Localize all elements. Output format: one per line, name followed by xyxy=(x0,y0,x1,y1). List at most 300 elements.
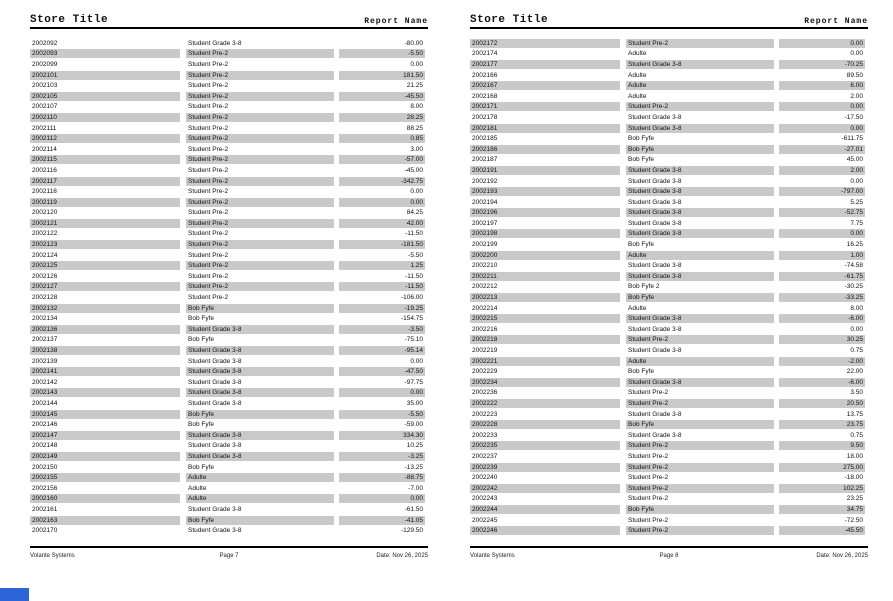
table-row xyxy=(30,133,428,144)
store-id-cell: 2002181 xyxy=(470,124,620,133)
category-cell: Student Pre-2 xyxy=(626,463,774,472)
amount-cell: -13.25 xyxy=(404,463,423,471)
store-id-cell: 2002141 xyxy=(30,367,180,376)
store-id-cell: 2002213 xyxy=(470,293,620,302)
table-row xyxy=(30,260,428,271)
store-id-cell: 2002199 xyxy=(472,241,498,249)
category-cell: Bob Fyfe 2 xyxy=(628,283,660,291)
amount-cell: -5.50 xyxy=(408,251,423,259)
store-id-cell: 2002121 xyxy=(30,219,180,228)
store-id-cell: 2002138 xyxy=(30,346,180,355)
table-row xyxy=(30,250,428,261)
category-cell: Student Pre-2 xyxy=(186,198,334,207)
store-id-cell: 2002126 xyxy=(32,272,58,280)
table-row xyxy=(470,515,868,526)
table-row xyxy=(470,144,868,155)
amount-cell: 0.75 xyxy=(850,431,863,439)
store-id-cell: 2002127 xyxy=(30,282,180,291)
store-id-cell: 2002116 xyxy=(32,166,57,174)
table-row xyxy=(30,155,428,166)
store-id-cell: 2002114 xyxy=(32,145,57,153)
report-table xyxy=(30,38,428,536)
category-cell: Student Grade 3-8 xyxy=(188,357,242,365)
table-row xyxy=(30,335,428,346)
amount-cell: 0.00 xyxy=(339,198,425,207)
category-cell: Bob Fyfe xyxy=(628,241,655,249)
amount-cell: 0.85 xyxy=(339,134,425,143)
store-id-cell: 2002185 xyxy=(472,135,498,143)
store-id-cell: 2002239 xyxy=(470,463,620,472)
store-id-cell: 2002150 xyxy=(32,463,58,471)
table-row xyxy=(30,229,428,240)
store-id-cell: 2002174 xyxy=(472,50,498,58)
amount-cell: 22.00 xyxy=(846,368,863,376)
amount-cell: 181.50 xyxy=(339,71,425,80)
table-row xyxy=(30,70,428,81)
amount-cell: 0.00 xyxy=(410,188,423,196)
category-cell: Student Pre-2 xyxy=(188,188,229,196)
table-row xyxy=(470,409,868,420)
table-row xyxy=(470,260,868,271)
store-id-cell: 2002237 xyxy=(472,452,498,460)
amount-cell: 0.00 xyxy=(410,357,423,365)
category-cell: Student Pre-2 xyxy=(186,177,334,186)
amount-cell: -11.50 xyxy=(405,230,423,238)
amount-cell: -72.50 xyxy=(844,516,863,524)
table-row xyxy=(470,239,868,250)
table-row xyxy=(470,282,868,293)
amount-cell: 7.75 xyxy=(850,219,863,227)
category-cell: Student Grade 3-8 xyxy=(188,399,242,407)
table-row xyxy=(30,313,428,324)
table-row xyxy=(30,504,428,515)
store-title: Store Title xyxy=(470,14,549,26)
table-row xyxy=(470,250,868,261)
table-row xyxy=(470,155,868,166)
amount-cell: 0.00 xyxy=(410,60,423,68)
category-cell: Student Grade 3-8 xyxy=(626,187,774,196)
table-row xyxy=(470,49,868,60)
amount-cell: -61.50 xyxy=(404,505,423,513)
store-id-cell: 2002092 xyxy=(32,39,58,47)
store-id-cell: 2002223 xyxy=(472,410,498,418)
table-row xyxy=(30,91,428,102)
store-id-cell: 2002196 xyxy=(470,208,620,217)
category-cell: Student Grade 3-8 xyxy=(188,442,242,450)
amount-cell: 9.50 xyxy=(779,441,865,450)
category-cell: Student Pre-2 xyxy=(186,71,334,80)
table-row xyxy=(470,345,868,356)
category-cell: Student Grade 3-8 xyxy=(186,452,334,461)
store-id-cell: 2002119 xyxy=(30,198,180,207)
category-cell: Adulte xyxy=(628,304,647,312)
store-id-cell: 2002245 xyxy=(472,516,498,524)
category-cell: Student Grade 3-8 xyxy=(626,314,774,323)
table-row xyxy=(30,441,428,452)
store-id-cell: 2002147 xyxy=(30,431,180,440)
table-row xyxy=(470,483,868,494)
category-cell: Adulte xyxy=(628,92,647,100)
amount-cell: -2.00 xyxy=(779,357,865,366)
amount-cell: 5.25 xyxy=(850,198,863,206)
table-row xyxy=(30,515,428,526)
table-row xyxy=(30,388,428,399)
report-table xyxy=(470,38,868,536)
table-row xyxy=(470,398,868,409)
store-id-cell: 2002118 xyxy=(32,188,57,196)
amount-cell: -45.00 xyxy=(404,166,423,174)
table-row xyxy=(470,186,868,197)
category-cell: Student Pre-2 xyxy=(188,251,229,259)
store-id-cell: 2002178 xyxy=(472,113,498,121)
category-cell: Student Pre-2 xyxy=(186,134,334,143)
table-row xyxy=(470,80,868,91)
amount-cell: 0.00 xyxy=(779,229,865,238)
store-id-cell: 2002200 xyxy=(470,251,620,260)
amount-cell: 0.00 xyxy=(339,494,425,503)
category-cell: Student Grade 3-8 xyxy=(626,60,774,69)
table-row xyxy=(470,91,868,102)
amount-cell: 23.75 xyxy=(779,420,865,429)
amount-cell: 0.00 xyxy=(850,325,863,333)
table-row xyxy=(30,38,428,49)
store-id-cell: 2002144 xyxy=(32,399,58,407)
category-cell: Adulte xyxy=(626,357,774,366)
category-cell: Bob Fyfe xyxy=(186,410,334,419)
store-id-cell: 2002192 xyxy=(472,177,498,185)
footer-date: Date: Nov 26, 2025 xyxy=(816,552,869,559)
table-row xyxy=(30,165,428,176)
table-row xyxy=(30,102,428,113)
amount-cell: 0.00 xyxy=(850,50,863,58)
category-cell: Student Pre-2 xyxy=(626,102,774,111)
store-id-cell: 2002210 xyxy=(472,262,498,270)
category-cell: Student Grade 3-8 xyxy=(188,378,242,386)
store-id-cell: 2002168 xyxy=(472,92,498,100)
category-cell: Adulte xyxy=(188,484,207,492)
category-cell: Student Grade 3-8 xyxy=(186,388,334,397)
amount-cell: 8.00 xyxy=(410,103,423,111)
amount-cell: -11.50 xyxy=(405,272,423,280)
amount-cell: 21.25 xyxy=(406,82,423,90)
amount-cell: -3.50 xyxy=(339,325,425,334)
amount-cell: -59.00 xyxy=(404,421,423,429)
amount-cell: -95.14 xyxy=(339,346,425,355)
store-id-cell: 2002125 xyxy=(30,261,180,270)
category-cell: Student Pre-2 xyxy=(186,49,334,58)
category-cell: Student Grade 3-8 xyxy=(628,262,682,270)
page-footer xyxy=(30,546,428,559)
table-row xyxy=(470,377,868,388)
category-cell: Student Grade 3-8 xyxy=(626,229,774,238)
amount-cell: 0.00 xyxy=(339,388,425,397)
store-id-cell: 2002101 xyxy=(30,71,180,80)
table-row xyxy=(30,472,428,483)
category-cell: Student Pre-2 xyxy=(626,484,774,493)
amount-cell: -19.25 xyxy=(339,304,425,313)
category-cell: Bob Fyfe xyxy=(186,516,334,525)
category-cell: Student Grade 3-8 xyxy=(188,505,242,513)
category-cell: Student Pre-2 xyxy=(188,294,229,302)
store-id-cell: 2002105 xyxy=(30,92,180,101)
category-cell: Student Pre-2 xyxy=(628,452,669,460)
category-cell: Student Grade 3-8 xyxy=(628,198,682,206)
amount-cell: -33.25 xyxy=(779,293,865,302)
amount-cell: -80.00 xyxy=(404,39,423,47)
page-header xyxy=(470,14,868,29)
amount-cell: -6.00 xyxy=(779,314,865,323)
amount-cell: 1.25 xyxy=(339,261,425,270)
category-cell: Student Pre-2 xyxy=(188,103,229,111)
store-id-cell: 2002211 xyxy=(470,272,620,281)
table-row xyxy=(470,123,868,134)
amount-cell: -27.01 xyxy=(779,145,865,154)
table-row xyxy=(470,430,868,441)
amount-cell: -797.00 xyxy=(779,187,865,196)
amount-cell: 18.00 xyxy=(846,452,863,460)
amount-cell: -3.25 xyxy=(339,452,425,461)
category-cell: Student Pre-2 xyxy=(188,124,229,132)
page-header xyxy=(30,14,428,29)
store-id-cell: 2002177 xyxy=(470,60,620,69)
table-row xyxy=(30,483,428,494)
amount-cell: -17.50 xyxy=(844,113,863,121)
table-row xyxy=(470,70,868,81)
category-cell: Bob Fyfe xyxy=(628,368,655,376)
store-id-cell: 2002242 xyxy=(470,484,620,493)
store-id-cell: 2002222 xyxy=(470,399,620,408)
store-id-cell: 2002228 xyxy=(470,420,620,429)
amount-cell: -57.00 xyxy=(339,155,425,164)
amount-cell: 0.00 xyxy=(779,124,865,133)
category-cell: Student Grade 3-8 xyxy=(628,219,682,227)
footer-page-number: Page 7 xyxy=(219,552,239,559)
table-row xyxy=(30,398,428,409)
store-id-cell: 2002137 xyxy=(32,336,58,344)
category-cell: Student Pre-2 xyxy=(186,240,334,249)
table-row xyxy=(30,186,428,197)
table-row xyxy=(470,102,868,113)
table-row xyxy=(30,430,428,441)
amount-cell: 0.00 xyxy=(779,39,865,48)
amount-cell: -97.75 xyxy=(404,378,423,386)
category-cell: Student Pre-2 xyxy=(186,261,334,270)
amount-cell: 2.00 xyxy=(779,166,865,175)
category-cell: Student Pre-2 xyxy=(628,495,669,503)
table-row xyxy=(30,377,428,388)
category-cell: Student Pre-2 xyxy=(628,389,669,397)
category-cell: Student Pre-2 xyxy=(188,82,229,90)
store-id-cell: 2002240 xyxy=(472,474,498,482)
category-cell: Student Grade 3-8 xyxy=(626,166,774,175)
store-id-cell: 2002233 xyxy=(472,431,498,439)
amount-cell: -45.50 xyxy=(339,92,425,101)
category-cell: Student Pre-2 xyxy=(626,39,774,48)
store-id-cell: 2002111 xyxy=(32,124,57,132)
store-id-cell: 2002197 xyxy=(472,219,498,227)
table-row xyxy=(470,59,868,70)
amount-cell: -45.50 xyxy=(779,526,865,535)
category-cell: Student Pre-2 xyxy=(188,145,229,153)
category-cell: Student Pre-2 xyxy=(188,60,229,68)
store-id-cell: 2002221 xyxy=(470,357,620,366)
category-cell: Bob Fyfe xyxy=(628,135,655,143)
amount-cell: 102.25 xyxy=(779,484,865,493)
store-id-cell: 2002149 xyxy=(30,452,180,461)
category-cell: Student Grade 3-8 xyxy=(186,367,334,376)
table-row xyxy=(470,303,868,314)
table-row xyxy=(470,494,868,505)
store-id-cell: 2002146 xyxy=(32,421,58,429)
table-row xyxy=(470,133,868,144)
table-row xyxy=(470,462,868,473)
store-id-cell: 2002244 xyxy=(470,505,620,514)
store-id-cell: 2002117 xyxy=(30,177,180,186)
footer-company: Volante Systems xyxy=(30,552,75,559)
store-title: Store Title xyxy=(30,14,109,26)
category-cell: Student Pre-2 xyxy=(186,282,334,291)
amount-cell: 10.25 xyxy=(406,442,423,450)
table-row xyxy=(470,218,868,229)
amount-cell: -75.10 xyxy=(404,336,423,344)
store-id-cell: 2002103 xyxy=(32,82,58,90)
category-cell: Student Pre-2 xyxy=(628,516,669,524)
category-cell: Adulte xyxy=(628,50,647,58)
amount-cell: -5.50 xyxy=(339,49,425,58)
table-row xyxy=(30,451,428,462)
category-cell: Adulte xyxy=(186,473,334,482)
store-id-cell: 2002093 xyxy=(30,49,180,58)
amount-cell: 275.00 xyxy=(779,463,865,472)
category-cell: Bob Fyfe xyxy=(626,420,774,429)
amount-cell: -342.75 xyxy=(339,177,425,186)
table-row xyxy=(30,525,428,536)
table-row xyxy=(30,409,428,420)
store-id-cell: 2002120 xyxy=(32,209,58,217)
amount-cell: 0.00 xyxy=(779,102,865,111)
amount-cell: 30.25 xyxy=(779,335,865,344)
store-id-cell: 2002171 xyxy=(470,102,620,111)
store-id-cell: 2002191 xyxy=(470,166,620,175)
table-row xyxy=(30,324,428,335)
store-id-cell: 2002170 xyxy=(32,527,58,535)
table-row xyxy=(30,80,428,91)
table-row xyxy=(30,144,428,155)
category-cell: Student Pre-2 xyxy=(626,526,774,535)
amount-cell: 84.25 xyxy=(406,209,423,217)
store-id-cell: 2002128 xyxy=(32,294,58,302)
amount-cell: -154.75 xyxy=(400,315,423,323)
store-id-cell: 2002115 xyxy=(30,155,180,164)
table-row xyxy=(30,271,428,282)
footer-page-number: Page 8 xyxy=(659,552,679,559)
amount-cell: -30.25 xyxy=(844,283,863,291)
table-row xyxy=(30,123,428,134)
category-cell: Student Grade 3-8 xyxy=(188,527,242,535)
table-row xyxy=(30,112,428,123)
table-row xyxy=(30,218,428,229)
table-row xyxy=(30,356,428,367)
report-name: Report Name xyxy=(804,17,868,26)
category-cell: Student Pre-2 xyxy=(626,441,774,450)
category-cell: Student Pre-2 xyxy=(188,209,229,217)
amount-cell: 8.00 xyxy=(850,304,863,312)
store-id-cell: 2002132 xyxy=(30,304,180,313)
store-id-cell: 2002193 xyxy=(470,187,620,196)
table-row xyxy=(470,176,868,187)
store-id-cell: 2002186 xyxy=(470,145,620,154)
amount-cell: -70.25 xyxy=(779,60,865,69)
store-id-cell: 2002107 xyxy=(32,103,58,111)
category-cell: Student Grade 3-8 xyxy=(628,347,682,355)
category-cell: Student Pre-2 xyxy=(628,474,669,482)
category-cell: Adulte xyxy=(628,71,647,79)
store-id-cell: 2002145 xyxy=(30,410,180,419)
table-row xyxy=(30,239,428,250)
amount-cell: 42.00 xyxy=(339,219,425,228)
report-page-left xyxy=(30,14,428,559)
table-row xyxy=(470,313,868,324)
store-id-cell: 2002218 xyxy=(470,335,620,344)
amount-cell: 0.00 xyxy=(850,177,863,185)
table-row xyxy=(470,388,868,399)
table-row xyxy=(30,366,428,377)
table-row xyxy=(470,112,868,123)
amount-cell: 88.25 xyxy=(406,124,423,132)
store-id-cell: 2002148 xyxy=(32,442,58,450)
table-row xyxy=(470,324,868,335)
amount-cell: -6.00 xyxy=(779,378,865,387)
store-id-cell: 2002212 xyxy=(472,283,498,291)
table-row xyxy=(470,451,868,462)
category-cell: Student Grade 3-8 xyxy=(186,431,334,440)
store-id-cell: 2002112 xyxy=(30,134,180,143)
table-row xyxy=(30,208,428,219)
category-cell: Student Grade 3-8 xyxy=(628,431,682,439)
store-id-cell: 2002243 xyxy=(472,495,498,503)
store-id-cell: 2002234 xyxy=(470,378,620,387)
category-cell: Student Pre-2 xyxy=(188,166,229,174)
store-id-cell: 2002219 xyxy=(472,347,498,355)
table-row xyxy=(30,49,428,60)
amount-cell: -11.50 xyxy=(339,282,425,291)
store-id-cell: 2002214 xyxy=(472,304,498,312)
store-id-cell: 2002198 xyxy=(470,229,620,238)
table-row xyxy=(470,208,868,219)
category-cell: Adulte xyxy=(626,81,774,90)
taskbar-item-blue[interactable] xyxy=(0,588,29,601)
category-cell: Student Pre-2 xyxy=(188,230,229,238)
amount-cell: 35.00 xyxy=(406,399,423,407)
category-cell: Student Grade 3-8 xyxy=(626,124,774,133)
store-id-cell: 2002142 xyxy=(32,378,58,386)
amount-cell: 34.75 xyxy=(779,505,865,514)
store-id-cell: 2002236 xyxy=(472,389,498,397)
table-row xyxy=(470,292,868,303)
category-cell: Student Grade 3-8 xyxy=(628,410,682,418)
category-cell: Student Grade 3-8 xyxy=(626,208,774,217)
table-row xyxy=(470,419,868,430)
store-id-cell: 2002194 xyxy=(472,198,498,206)
table-row xyxy=(30,303,428,314)
amount-cell: 2.00 xyxy=(850,92,863,100)
amount-cell: -611.75 xyxy=(841,135,863,143)
table-row xyxy=(470,356,868,367)
store-id-cell: 2002216 xyxy=(472,325,498,333)
store-id-cell: 2002156 xyxy=(32,484,58,492)
store-id-cell: 2002139 xyxy=(32,357,58,365)
table-row xyxy=(30,176,428,187)
